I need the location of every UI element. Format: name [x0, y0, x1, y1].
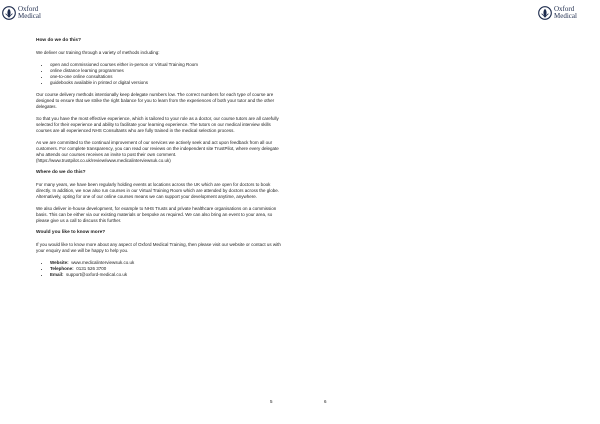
section-heading: Where do we do this? — [36, 170, 86, 175]
paragraph: As we are committed to the continual improvement of our services we actively seek and act upon feedback from all our customers. For complete transparency, you can read our reviews on the independent site TrustPilot, where every delegate who attends our courses receives an invite to post their own comment. (https://www.trustpilot.co.uk/review/www.medicalinterviewsuk.co.uk) — [36, 140, 279, 163]
brand-line-2: Medical — [18, 12, 41, 20]
brand-line-2: Medical — [554, 12, 577, 20]
right-page — [300, 0, 600, 424]
brand-logo — [538, 6, 577, 20]
paragraph: If you would like to know more about any aspect of Oxford Medical Training, then please visit our website or contact us with your enquiry and we will be happy to help you. — [36, 242, 281, 253]
crest-icon — [2, 6, 16, 20]
list-item: • guidebooks available in printed or digital versions — [50, 80, 284, 86]
brand-wordmark — [554, 6, 577, 20]
paragraph: Our course delivery methods intentionally keep delegate numbers low. The correct numbers for each type of course are designed to ensure that we strike the right balance for you to learn from the experiences of both your tutor and the other delegates. — [36, 92, 275, 109]
contact-label: Website: — [50, 260, 69, 265]
paragraph: We also deliver in-house development, for example to NHS Trusts and private healthcare organisations on a commission basis. This can be either via our existing materials or bespoke as required. We can also bring an event to your area, so please give us a call to discuss this further. — [36, 206, 277, 223]
list-item: • online distance learning programmes — [50, 68, 284, 74]
page-number: 6 — [324, 399, 327, 404]
paragraph: So that you have the most effective experience, which is tailored to your role as a doctor, our course tutors are all carefully selected for their experience and ability to facilitate your learning experience. The tutors on our medical interview skills courses are all experienced NHS Consultants who are fully trained in the medical selection process. — [36, 116, 279, 133]
page-content — [36, 38, 284, 284]
methods-list — [36, 62, 284, 86]
contact-label: Email: — [50, 272, 64, 277]
page-number: 5 — [270, 399, 273, 404]
section-heading: How do we do this? — [36, 38, 82, 43]
website-link[interactable]: www.medicalinterviewsuk.co.uk — [71, 260, 135, 265]
section-heading: Would you like to know more? — [36, 230, 106, 235]
telephone-value: 0131 526 3700 — [76, 266, 107, 271]
list-item: • open and commissioned courses either in-person or Virtual Training Room — [50, 62, 284, 68]
email-link[interactable]: support@oxford-medical.co.uk — [66, 272, 128, 277]
paragraph: We deliver our training through a variety of methods including: — [36, 50, 160, 55]
brand-line-1: Oxford — [18, 5, 39, 13]
contact-label: Telephone: — [50, 266, 74, 271]
crest-icon — [538, 6, 552, 20]
brand-wordmark — [18, 6, 41, 20]
brand-line-1: Oxford — [554, 5, 575, 13]
contact-list — [36, 260, 284, 278]
brand-logo — [2, 6, 41, 20]
paragraph: For many years, we have been regularly holding events at locations across the UK which are open for doctors to book directly. In addition, we now also run courses in our Virtual Training Room which are attended by doctors across the globe. Alternatively, opting for one of our online courses means we can support your development anytime, anywhere. — [36, 182, 279, 199]
contact-email — [50, 272, 284, 278]
list-item: • one-to-one online consultations — [50, 74, 284, 80]
